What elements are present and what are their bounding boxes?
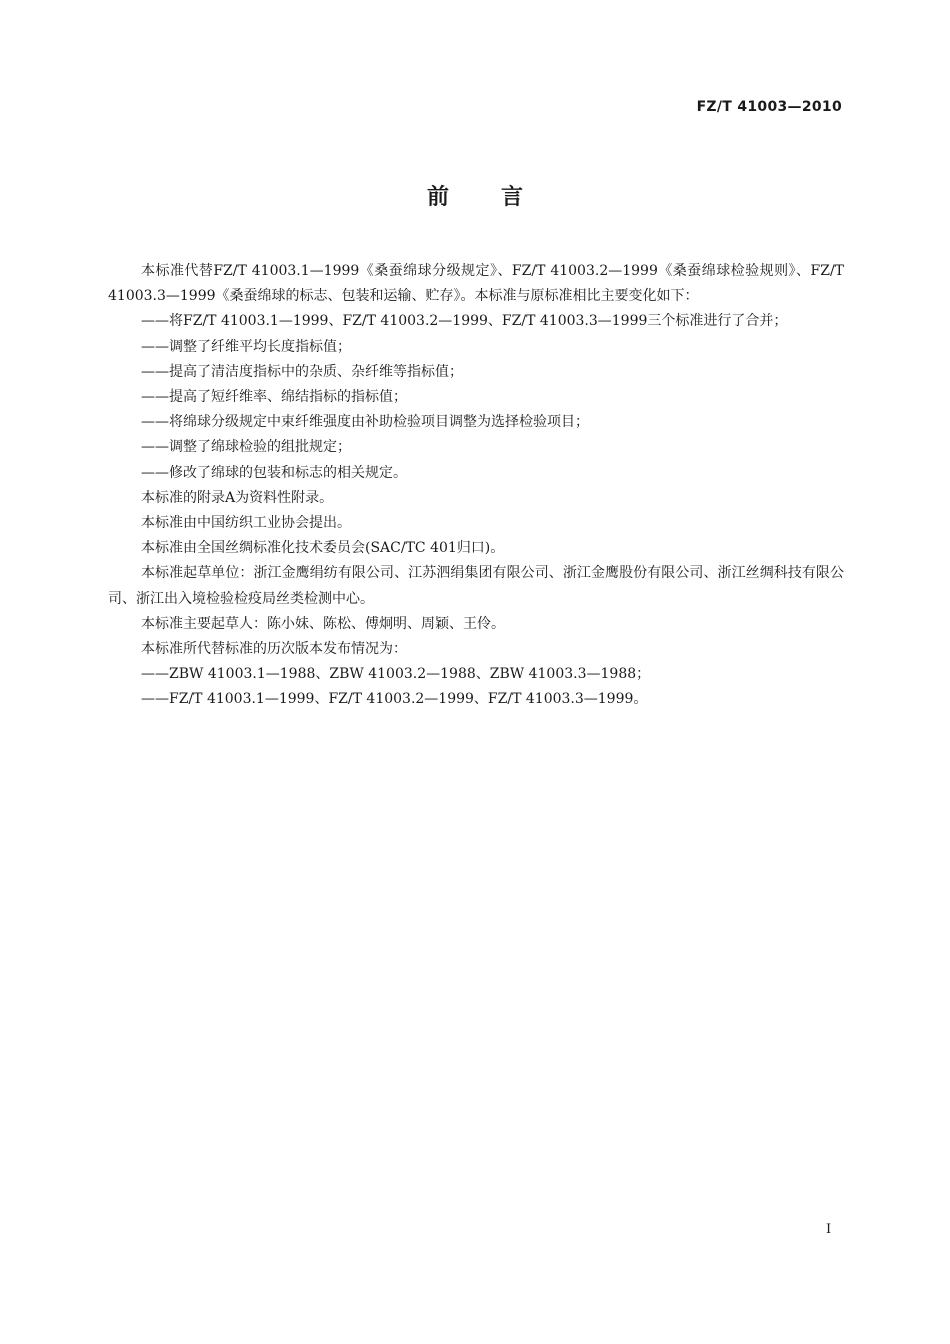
change-item-packaging: ——修改了绵球的包装和标志的相关规定。 (141, 464, 407, 481)
paragraph-replaces-standards: 本标准代替FZ/T 41003.1—1999《桑蚕绵球分级规定》、FZ/T 41003.2—1999《桑蚕绵球检验规则》、FZ/T 41003.3—1999《桑蚕绵球的标志、包装和运输、贮存》。本标准与原标准相比主要变化如下： (108, 263, 844, 305)
page-number: I (826, 1222, 832, 1237)
paragraph-proposed-by: 本标准由中国纺织工业协会提出。 (141, 515, 351, 532)
edition-item-1999: ——FZ/T 41003.1—1999、FZ/T 41003.2—1999、FZ/T 41003.3—1999。 (141, 691, 648, 708)
paragraph-centralized-by: 本标准由全国丝绸标准化技术委员会(SAC/TC 401归口)。 (141, 540, 505, 557)
paragraph-previous-editions: 本标准所代替标准的历次版本发布情况为： (141, 641, 407, 658)
edition-item-1988: ——ZBW 41003.1—1988、ZBW 41003.2—1988、ZBW 41003.3—1988； (141, 666, 651, 683)
change-item-short-fiber: ——提高了短纤维率、绵结指标的指标值； (141, 389, 407, 406)
paragraph-drafters: 本标准主要起草人：陈小妹、陈松、傅炯明、周颖、王伶。 (141, 615, 505, 632)
change-item-cleanliness: ——提高了清洁度指标中的杂质、杂纤维等指标值； (141, 363, 463, 380)
change-item-merge: ——将FZ/T 41003.1—1999、FZ/T 41003.2—1999、FZ/T 41003.3—1999三个标准进行了合并； (141, 313, 788, 330)
change-item-batching: ——调整了绵球检验的组批规定； (141, 439, 351, 456)
paragraph-drafting-units: 本标准起草单位：浙江金鹰绢纺有限公司、江苏泗绢集团有限公司、浙江金鹰股份有限公司、浙江丝绸科技有限公司、浙江出入境检验检疫局丝类检测中心。 (108, 565, 844, 607)
foreword-body (108, 259, 844, 713)
change-item-bundle-strength: ——将绵球分级规定中束纤维强度由补助检验项目调整为选择检验项目； (141, 414, 589, 431)
paragraph-appendix: 本标准的附录A为资料性附录。 (141, 489, 334, 506)
standard-code: FZ/T 41003—2010 (696, 99, 842, 115)
page-title: 前言 (426, 185, 575, 210)
change-item-fiber-length: ——调整了纤维平均长度指标值； (141, 338, 351, 355)
